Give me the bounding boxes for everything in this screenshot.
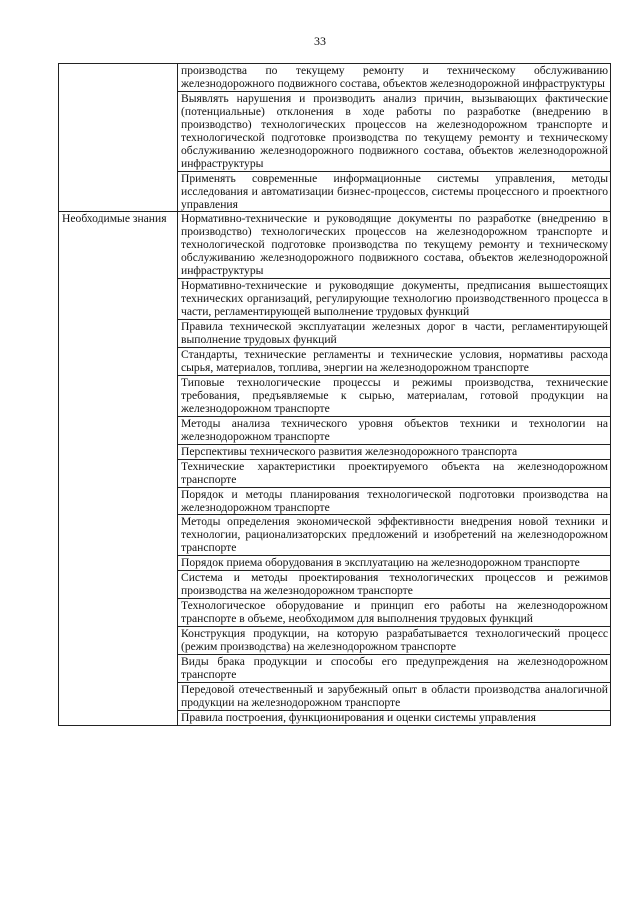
knowledge-text: Конструкция продукции, на которую разрабатывается технологический процесс (режим производства) на железнодорожном транспорте <box>178 627 611 655</box>
page-number: 33 <box>314 34 326 48</box>
knowledge-text: Нормативно-технические и руководящие документы, предписания вышестоящих технических организаций, регулирующие технологию производственного процесса в части, регламентирующей выполнение трудовых функций <box>178 279 611 320</box>
knowledge-text: Стандарты, технические регламенты и технические условия, нормативы расхода сырья, материалов, топлива, энергии на железнодорожном транспорте <box>178 348 611 376</box>
knowledge-text: Методы определения экономической эффективности внедрения новой техники и технологии, рационализаторских предложений и изобретений на железнодорожном транспорте <box>178 515 611 556</box>
section-label: Необходимые знания <box>59 212 178 725</box>
knowledge-text: Правила технической эксплуатации железных дорог в части, регламентирующей выполнение трудовых функций <box>178 320 611 348</box>
knowledge-text: Технические характеристики проектируемого объекта на железнодорожном транспорте <box>178 459 611 487</box>
skill-text: Выявлять нарушения и производить анализ причин, вызывающих фактические (потенциальные) отклонения в ходе работы по разработке (внедрению в производство) технологических процессов на железнодорожном транспорте и технологической подготовке производства по текущему ремонту и техническому обслуживанию железнодорожного подвижного состава, объектов железнодорожной инфраструктуры <box>178 91 611 171</box>
skill-text: производства по текущему ремонту и техническому обслуживанию железнодорожного подвижного состава, объектов железнодорожной инфраструктуры <box>178 64 611 92</box>
knowledge-text: Нормативно-технические и руководящие документы по разработке (внедрению в производство) технологических процессов на железнодорожном транспорте и технологической подготовке производства по текущему ремонту и техническому обслуживанию железнодорожного подвижного состава, объектов железнодорожной инфраструктуры <box>178 212 611 279</box>
knowledge-text: Перспективы технического развития железнодорожного транспорта <box>178 444 611 459</box>
knowledge-text: Порядок приема оборудования в эксплуатацию на железнодорожном транспорте <box>178 556 611 571</box>
table-row <box>59 212 611 279</box>
page-bottom-margin <box>0 843 640 900</box>
empty-label-cell <box>59 64 178 212</box>
knowledge-text: Правила построения, функционирования и оценки системы управления <box>178 710 611 725</box>
skill-text: Применять современные информационные системы управления, методы исследования и автоматизации бизнес-процессов, системы процессного и проектного управления <box>178 171 611 212</box>
knowledge-text: Порядок и методы планирования технологической подготовки производства на железнодорожном транспорте <box>178 487 611 515</box>
requirements-table <box>58 63 611 726</box>
knowledge-text: Система и методы проектирования технологических процессов и режимов производства на железнодорожном транспорте <box>178 571 611 599</box>
knowledge-text: Технологическое оборудование и принцип его работы на железнодорожном транспорте в объеме, необходимом для выполнения трудовых функций <box>178 599 611 627</box>
table-row <box>59 64 611 92</box>
knowledge-text: Виды брака продукции и способы его предупреждения на железнодорожном транспорте <box>178 654 611 682</box>
knowledge-text: Передовой отечественный и зарубежный опыт в области производства аналогичной продукции на железнодорожном транспорте <box>178 682 611 710</box>
knowledge-text: Методы анализа технического уровня объектов техники и технологии на железнодорожном транспорте <box>178 416 611 444</box>
knowledge-text: Типовые технологические процессы и режимы производства, технические требования, предъявляемые к сырью, материалам, готовой продукции на железнодорожном транспорте <box>178 375 611 416</box>
